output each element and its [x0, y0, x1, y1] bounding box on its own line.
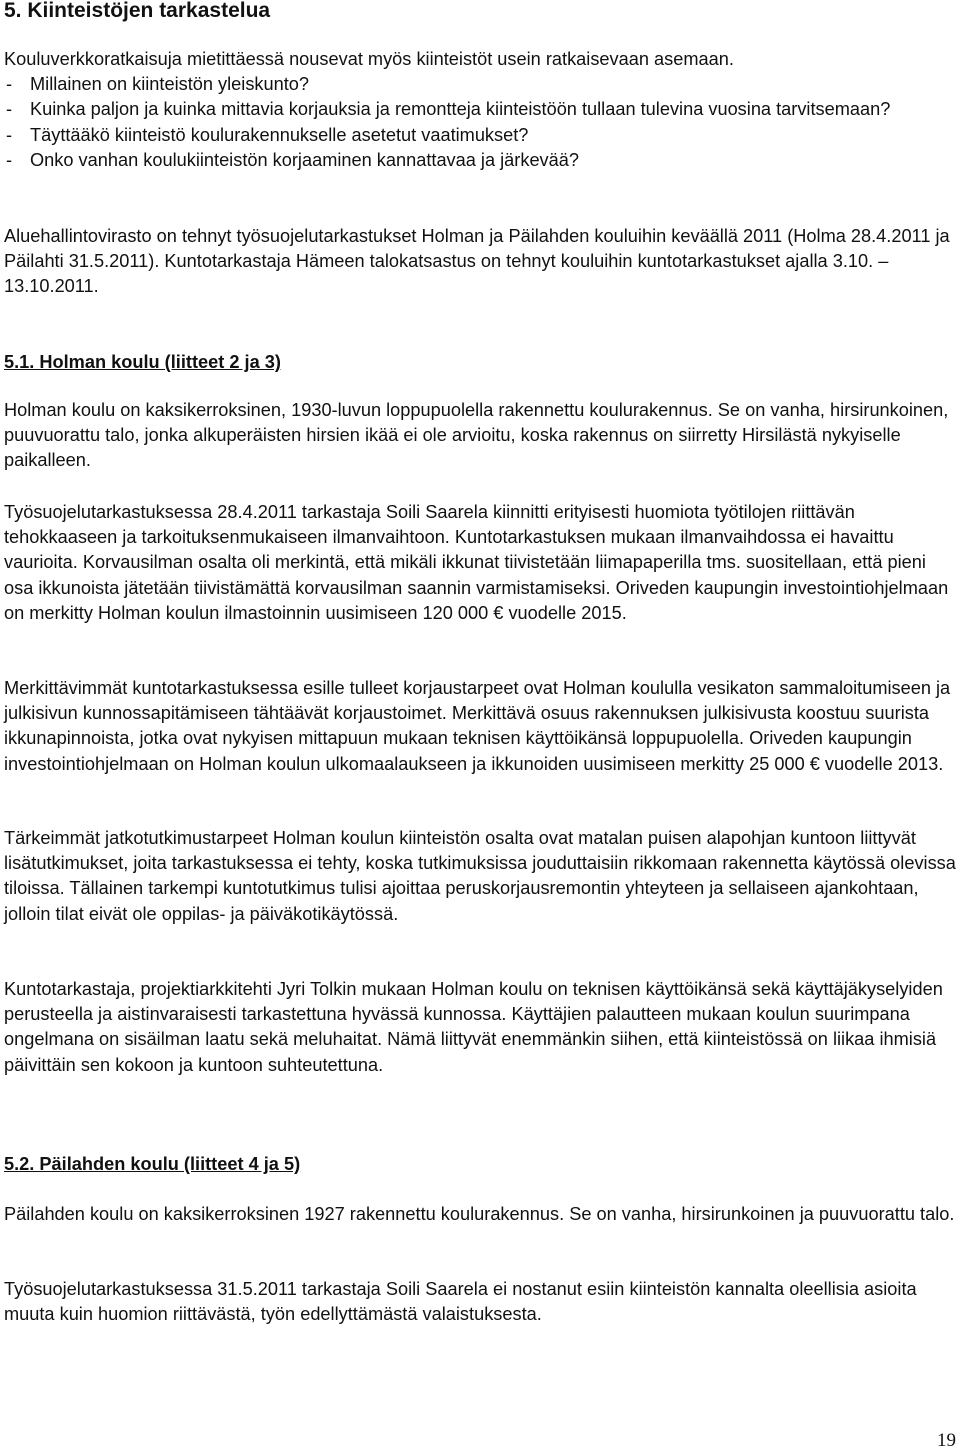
bullet-dash: -: [6, 74, 13, 95]
section-heading: 5. Kiinteistöjen tarkastelua: [4, 0, 271, 22]
bullet-dash: -: [6, 124, 13, 145]
list-item-text: Kuinka paljon ja kuinka mittavia korjauksia ja remontteja kiinteistöön tullaan tulevina vuosina tarvitsemaan?: [30, 99, 891, 120]
holma-heading-text: 5.1. Holman koulu (liitteet 2 ja 3): [4, 352, 281, 372]
intro-block: [4, 47, 956, 173]
list-item: [4, 148, 956, 173]
pailahti-heading-text: 5.2. Päilahden koulu (liitteet 4 ja 5): [4, 1154, 301, 1174]
pailahti-paragraph-2: Työsuojelutarkastuksessa 31.5.2011 tarkastaja Soili Saarela ei nostanut esiin kiinteistön kannalta oleellisia asioita muuta kuin huomion riittävästä, työn edellyttämästä valaistuksesta.: [4, 1279, 917, 1325]
holma-paragraph-5: Kuntotarkastaja, projektiarkkitehti Jyri Tolkin mukaan Holman koulu on teknisen käyttöikänsä sekä käyttäjäkyselyiden perusteella ja aistinvaraisesti tarkastettuna hyvässä kunnossa. Käyttäjien palautteen mukaan koulun suurimpana ongelmana on sisäilman laatu sekä meluhaitat. Nämä liittyvät enemmänkin siihen, että kiinteistössä on liikaa ihmisiä päivittäin sen kokoon ja kuntoon suhteutettuna.: [4, 979, 943, 1075]
list-item: [4, 97, 956, 122]
list-item: [4, 72, 956, 97]
list-item-text: Onko vanhan koulukiinteistön korjaaminen kannattavaa ja järkevää?: [30, 149, 579, 170]
bullet-dash: -: [6, 99, 13, 120]
holma-heading: [4, 350, 281, 375]
question-list: [4, 72, 956, 173]
pailahti-paragraph-1: Päilahden koulu on kaksikerroksinen 1927 rakennettu koulurakennus. Se on vanha, hirsirunkoinen ja puuvuorattu talo.: [4, 1204, 955, 1224]
list-item-text: Millainen on kiinteistön yleiskunto?: [30, 74, 310, 95]
holma-paragraph-1: Holman koulu on kaksikerroksinen, 1930-luvun loppupuolella rakennettu koulurakennus. Se on vanha, hirsirunkoinen, puuvuorattu talo, jonka alkuperäisten hirsien ikää ei ole arvioitu, koska rakennus on siirretty Hirsilästä nykyiselle paikalleen.: [4, 400, 949, 471]
holma-paragraph-2: Työsuojelutarkastuksessa 28.4.2011 tarkastaja Soili Saarela kiinnitti erityisesti huomiota työtilojen riittävän tehokkaaseen ja tarkoituksenmukaiseen ilmanvaihtoon. Kuntotarkastuksen mukaan ilmanvaihdossa ei havaittu vaurioita. Korvausilman osalta oli merkintä, että mikäli ikkunat tiivistetään liimapaperilla tms. suositellaan, että pieni osa ikkunoista jätetään tiivistämättä korvausilman saannin varmistamiseksi. Oriveden kaupungin investointiohjelmaan on merkitty Holman koulun ilmastoinnin uusimiseen 120 000 € vuodelle 2015.: [4, 502, 949, 623]
pailahti-heading: [4, 1152, 300, 1177]
bullet-dash: -: [6, 149, 13, 170]
holma-paragraph-3: Merkittävimmät kuntotarkastuksessa esille tulleet korjaustarpeet ovat Holman koululla vesikaton sammaloitumiseen ja julkisivun kunnossapitämiseen tähtäävät korjaustoimet. Merkittävä osuus rakennuksen julkisivusta koostuu suurista ikkunapinnoista, jotka ovat nykyisen mittapuun mukaan teknisen käyttöikänsä loppupuolella. Oriveden kaupungin investointiohjelmaan on Holman koulun ulkomaalaukseen ja ikkunoiden uusimiseen merkitty 25 000 € vuodelle 2013.: [4, 678, 951, 774]
page-number: 19: [937, 1430, 956, 1451]
inspections-paragraph: Aluehallintovirasto on tehnyt työsuojelutarkastukset Holman ja Päilahden kouluihin keväällä 2011 (Holma 28.4.2011 ja Päilahti 31.5.2011). Kuntotarkastaja Hämeen talokatsastus on tehnyt kouluihin kuntotarkastukset ajalla 3.10. – 13.10.2011.: [4, 226, 950, 297]
list-item: [4, 123, 956, 148]
holma-paragraph-4: Tärkeimmät jatkotutkimustarpeet Holman koulun kiinteistön osalta ovat matalan puisen alapohjan kuntoon liittyvät lisätutkimukset, joita tarkastuksessa ei tehty, koska tutkimuksissa jouduttaisiin rikkomaan rakennetta käytössä olevissa tiloissa. Tällainen tarkempi kuntotutkimus tulisi ajoittaa peruskorjausremontin yhteyteen ja sellaiseen ajankohtaan, jolloin tilat eivät ole oppilas- ja päiväkotikäytössä.: [4, 828, 956, 924]
intro-paragraph: Kouluverkkoratkaisuja mietittäessä nousevat myös kiinteistöt usein ratkaisevaan asemaan.: [4, 49, 734, 69]
list-item-text: Täyttääkö kiinteistö koulurakennukselle asetetut vaatimukset?: [30, 124, 529, 145]
